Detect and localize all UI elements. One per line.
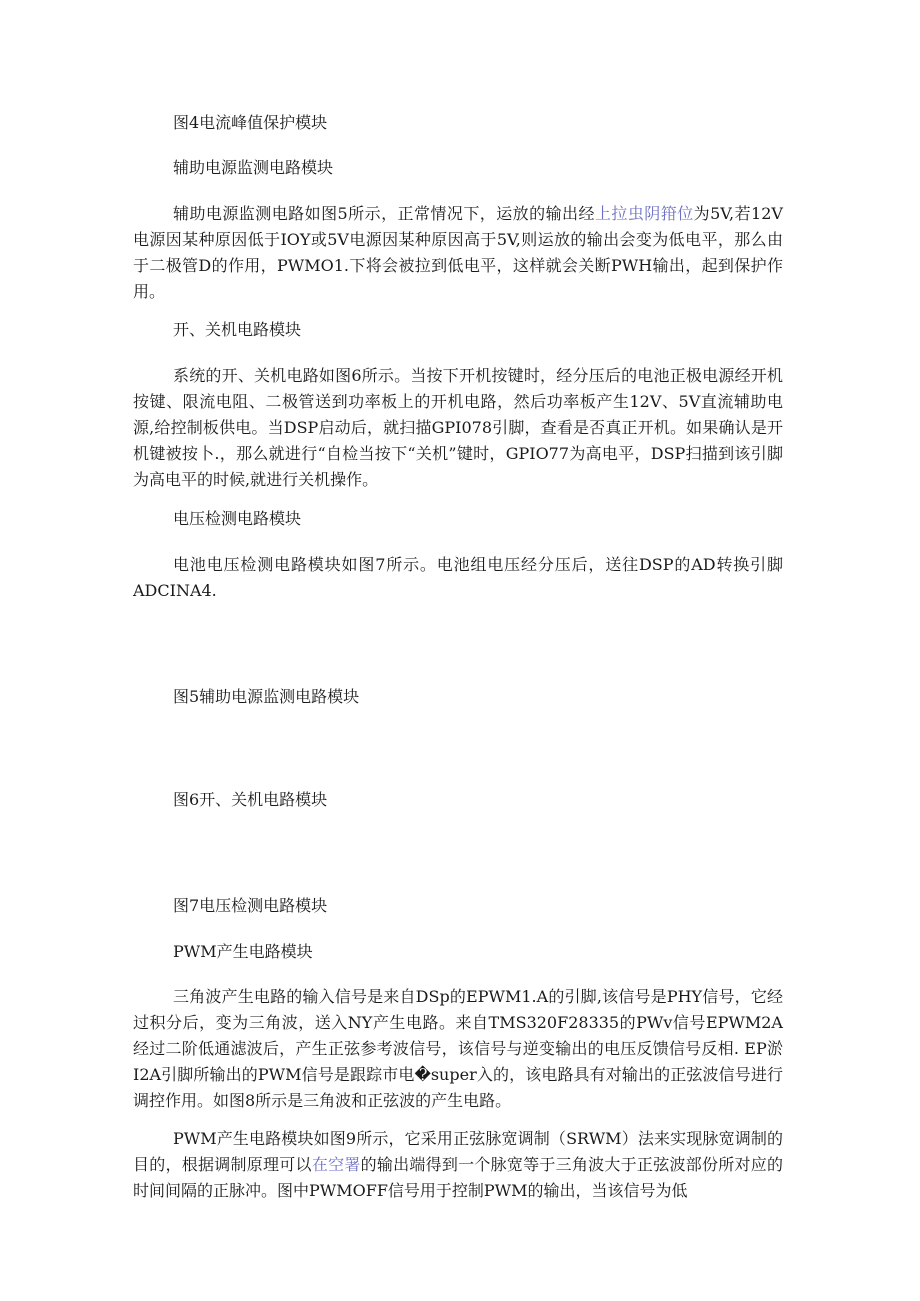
triangle-wave-paragraph: 三角波产生电路的输入信号是来自DSp的EPWM1.A的引脚,该信号是PHY信号，它经过积分后，变为三角波，送入NY产生电路。来自TMS320F28335的PWv信号EPWM2A经过二阶低通滤波后，产生正弦参考波信号，该信号与逆变输出的电压反馈信号反相. EP淤I2A引脚所输出的PWM信号是跟踪市电�super入的，该电路具有对输出的正弦波信号进行调控作用。如图8所示是三角波和正弦波的产生电路。 — [133, 987, 783, 1110]
fig6-caption: 图6开、关机电路模块 — [173, 790, 328, 809]
aux-para-link[interactable]: 上拉虫阴箝位 — [594, 204, 694, 223]
pwm-para-link[interactable]: 在空署 — [311, 1155, 361, 1174]
pwm-para-text-a: PWM产生电路模块如图9所示，它采用正弦脉宽调制（SRWM）法来实现脉宽调制的目的，根据调制原理可以 — [133, 1129, 783, 1174]
pwm-generation-paragraph — [133, 1126, 783, 1204]
power-switch-paragraph: 系统的开、关机电路如图6所示。当按下开机按键时，经分压后的电池正极电源经开机按键、限流电阻、二极管送到功率板上的开机电路，然后功率板产生12V、5V直流辅助电源,给控制板供电。当DSP启动后，就扫描GPI078引脚，查看是否真正开机。如果确认是开机键被按卜.，那么就进行“自检当按下“关机”键时，GPIO77为高电平，DSP扫描到该引脚为高电平的时候,就进行关机操作。 — [133, 366, 783, 489]
fig4-caption: 图4电流峰值保护模块 — [173, 113, 328, 132]
pwm-heading: PWM产生电路模块 — [173, 942, 313, 961]
voltage-detect-heading: 电压检测电路模块 — [173, 509, 302, 528]
power-switch-heading: 开、关机电路模块 — [173, 320, 302, 339]
voltage-detect-paragraph: 电池电压检测电路模块如图7所示。电池组电压经分压后，送往DSP的AD转换引脚ADCINA4. — [133, 555, 783, 600]
aux-power-heading: 辅助电源监测电路模块 — [173, 158, 334, 177]
fig5-caption: 图5辅助电源监测电路模块 — [173, 687, 360, 706]
aux-para-text-a: 辅助电源监测电路如图5所示，正常情况下，运放的输出经 — [173, 204, 595, 223]
fig7-caption: 图7电压检测电路模块 — [173, 896, 328, 915]
aux-para-text-b: 为5V,若12V电源因某种原因低于IOY或5V电源因某种原因高于5V,则运放的输出会变为低电平，那么由于二极管D的作用，PWMO1.下将会被拉到低电平，这样就会关断PWH输出，起到保护作用。 — [133, 204, 783, 301]
pwm-para-text-b: 的输出端得到一个脉宽等于三角波大于正弦波部份所对应的时间间隔的正脉冲。图中PWMOFF信号用于控制PWM的输出，当该信号为低 — [133, 1155, 783, 1200]
aux-power-paragraph — [133, 201, 783, 305]
